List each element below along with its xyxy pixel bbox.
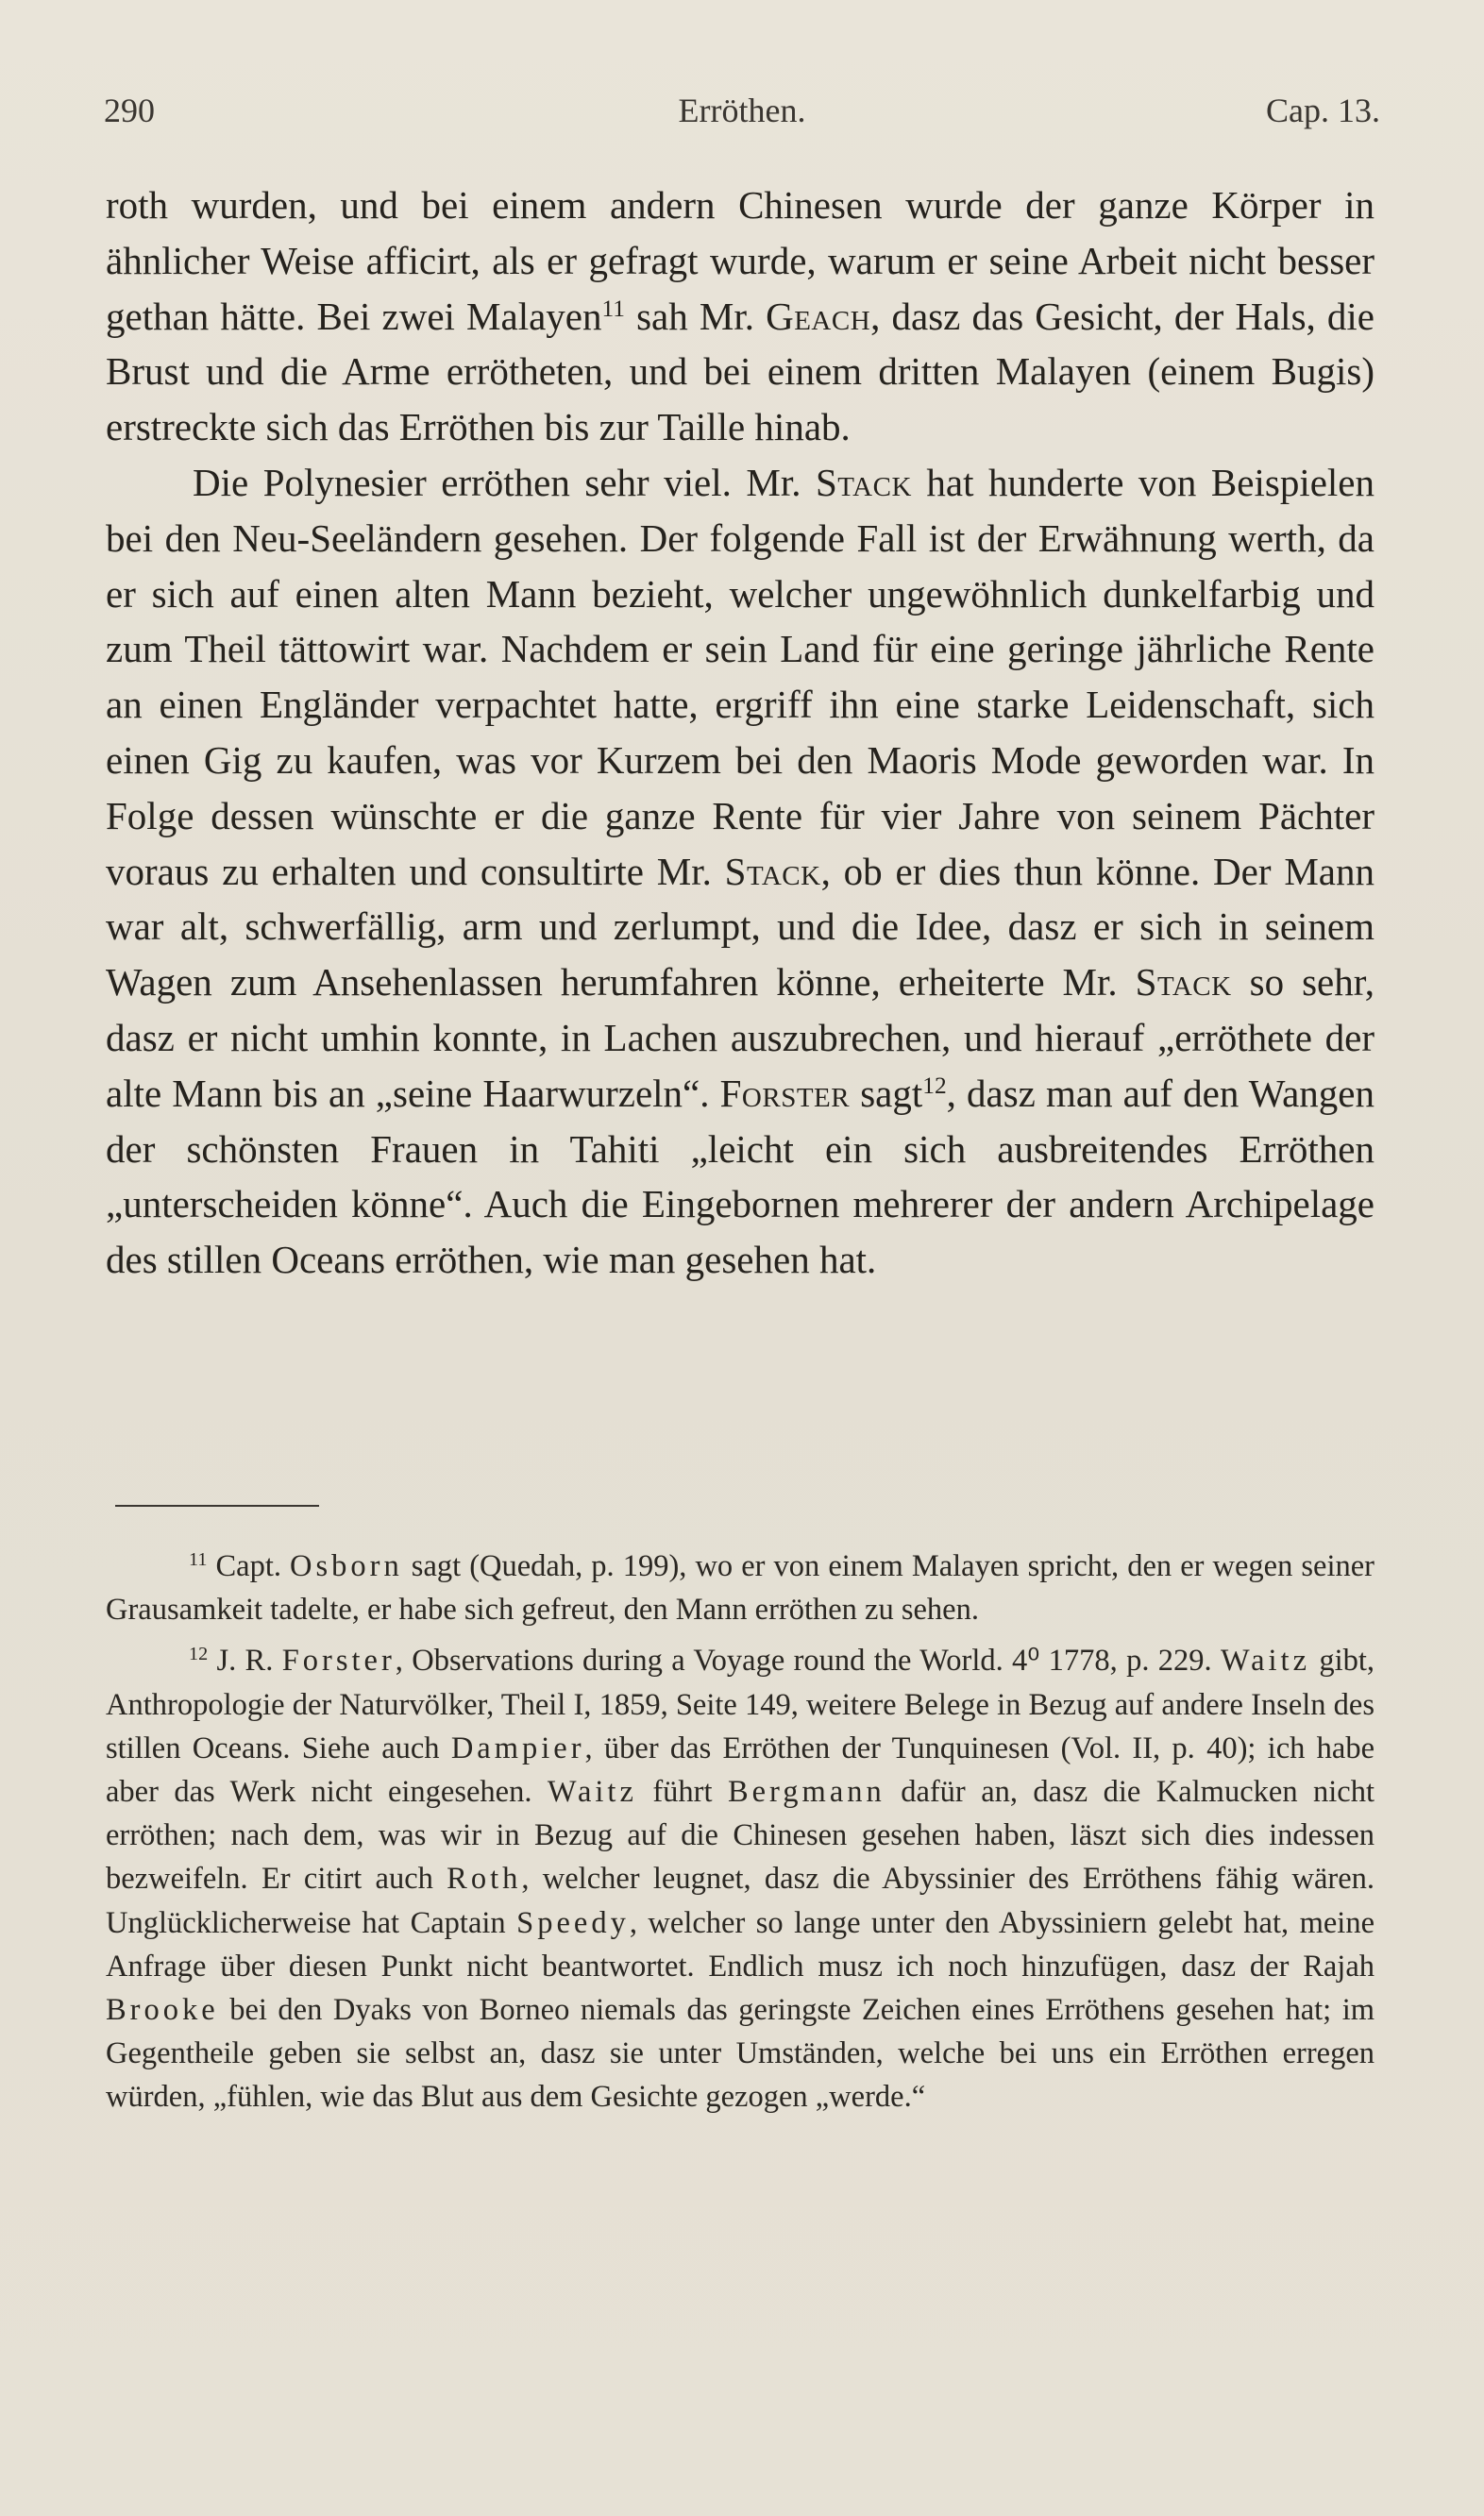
footnote-ref-11: 11: [601, 295, 625, 322]
chapter-label: Cap. 13.: [1266, 92, 1380, 129]
author-name: Roth: [447, 1862, 522, 1897]
author-name: Waitz: [547, 1775, 637, 1810]
footnote-separator: [115, 1505, 319, 1507]
author-name: Brooke: [106, 1993, 219, 2028]
author-name: Osborn: [290, 1549, 403, 1583]
footnote-ref-12: 12: [922, 1072, 947, 1099]
author-name: Stack: [724, 849, 821, 893]
footnotes: [106, 1545, 1374, 2119]
author-name: Bergmann: [727, 1775, 885, 1810]
author-name: Waitz: [1221, 1644, 1310, 1679]
page-number: 290: [104, 92, 155, 129]
footnote-12: $^{12}$ J. R. Forster, Observations during a Voyage round the World. 4⁰ 1778, p. 229. Waitz gibt, Anthropologie der Naturvölker, Theil I, 1859, Seite 149, weitere Belege in Bezug auf andere Inseln des stillen Oceans. Siehe auch Dampier, über das Erröthen der Tunquinesen (Vol. II, p. 40); ich habe aber das Werk nicht eingesehen. Waitz führt Bergmann dafür an, dasz die Kalmucken nicht erröthen; nach dem, was wir in Bezug auf die Chinesen gesehen haben, läszt sich dies indessen bezweifeln. Er citirt auch Roth, welcher leugnet, dasz die Abyssinier des Erröthens fähig wären. Unglücklicherweise hat Captain Speedy, welcher so lange unter den Abyssiniern gelebt hat, meine Anfrage über diesen Punkt nicht beantwortet. Endlich musz ich noch hinzufügen, dasz der Rajah Brooke bei den Dyaks von Borneo niemals das geringste Zeichen eines Erröthens gesehen hat; im Gegentheile geben sie selbst an, dasz sie unter Umständen, welche bei uns ein Erröthen erregen würden, „fühlen, wie das Blut aus dem Gesichte gezogen „werde.“: [106, 1644, 1375, 2115]
author-name: Forster: [719, 1071, 851, 1115]
paragraph-2: Die Polynesier erröthen sehr viel. Mr. Stack hat hunderte von Beispielen bei den Neu-Seeländern gesehen. Der folgende Fall ist der Erwähnung werth, da er sich auf einen alten Mann bezieht, welcher ungewöhnlich dunkelfarbig und zum Theil tättowirt war. Nachdem er sein Land für eine geringe jährliche Rente an einen Engländer verpachtet hatte, ergriff ihn eine starke Leidenschaft, sich einen Gig zu kaufen, was vor Kurzem bei den Maoris Mode geworden war. In Folge dessen wünschte er die ganze Rente für vier Jahre von seinem Pächter voraus zu erhalten und consultirte Mr. Stack, ob er dies thun könne. Der Mann war alt, schwerfällig, arm und zerlumpt, und die Idee, dasz er sich in seinem Wagen zum Ansehenlassen herumfahren könne, erheiterte Mr. Stack so sehr, dasz er nicht umhin konnte, in Lachen auszubrechen, und hierauf „erröthete der alte Mann bis an „seine Haarwurzeln“. Forster sagt$^{12}$, dasz man auf den Wangen der schönsten Frauen in Tahiti „leicht ein sich ausbreitendes Erröthen „unterscheiden könne“. Auch die Eingebornen mehrerer der andern Archipelage des stillen Oceans erröthen, wie man gesehen hat.: [106, 460, 1375, 1282]
author-name: Geach: [766, 294, 871, 338]
author-name: Forster: [281, 1644, 396, 1679]
footnote-11: $^{11}$ Capt. Osborn sagt (Quedah, p. 199), wo er von einem Malayen spricht, den er wegen seiner Grausamkeit tadelte, er habe sich gefreut, den Mann erröthen zu sehen.: [106, 1548, 1374, 1628]
author-name: Stack: [815, 460, 912, 504]
author-name: Stack: [1135, 960, 1232, 1005]
author-name: Dampier: [450, 1731, 585, 1765]
author-name: Speedy: [516, 1905, 630, 1940]
running-title: Erröthen.: [678, 92, 806, 129]
running-header: [104, 91, 1380, 144]
paragraph-1: roth wurden, und bei einem andern Chinesen wurde der ganze Körper in ähnlicher Weise afficirt, als er gefragt wurde, warum er seine Arbeit nicht besser gethan hätte. Bei zwei Malayen$^{11}$ sah Mr. Geach, dasz das Gesicht, der Hals, die Brust und die Arme errötheten, und bei einem dritten Malayen (einem Bugis) erstreckte sich das Erröthen bis zur Taille hinab.: [106, 183, 1374, 449]
main-text: [106, 177, 1374, 1288]
